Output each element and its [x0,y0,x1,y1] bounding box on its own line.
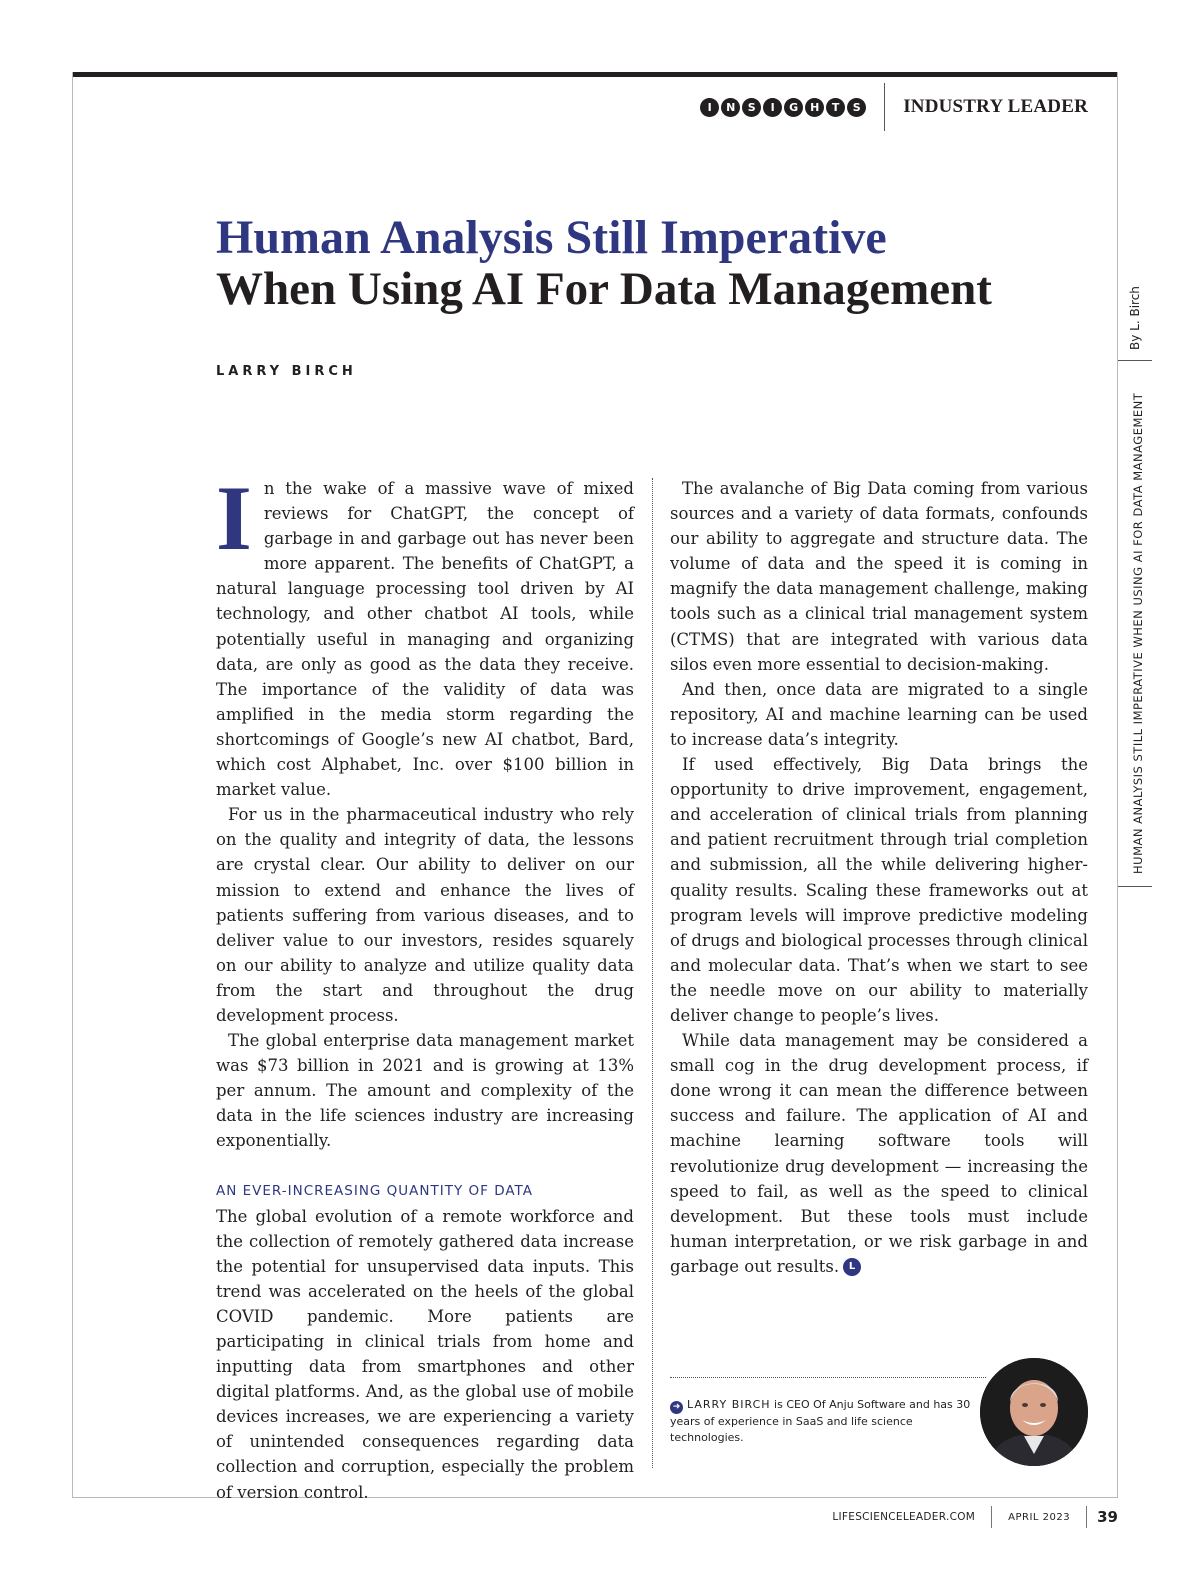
insights-letter: I [700,98,719,117]
header-divider [884,83,885,131]
author-portrait [980,1358,1088,1466]
end-mark-icon: L [843,1258,861,1276]
insights-letter: T [826,98,845,117]
side-rule [1118,360,1152,361]
insights-letter: N [721,98,740,117]
side-byline: By L. Birch [1128,286,1142,350]
paragraph-text: While data management may be considered a small cog in the drug development process, if done wrong it can mean the difference between success and failure. The application of AI and machine learning software tools will revolutionize drug development — increasing the speed to fail, as well as the speed to clinical development. But these tools must include human interpretation, or we risk garbage in and garbage out results. [670,1031,1088,1276]
paragraph-text: n the wake of a massive wave of mixed reviews for ChatGPT, the concept of garbage in and garbage out has never been more apparent. The benefits of ChatGPT, a natural language processing tool driven by AI technology, and other chatbot AI tools, while potentially useful in managing and organizing data, are only as good as the data they receive. The importance of the validity of data was amplified in the media storm regarding the shortcomings of Google’s new AI chatbot, Bard, which cost Alphabet, Inc. over $100 billion in market value. [216,479,634,800]
bio-rule [670,1377,986,1378]
insights-letter: I [763,98,782,117]
paragraph: And then, once data are migrated to a single repository, AI and machine learning can be used to increase data’s integrity. [670,679,1088,749]
bio-text: is CEO Of Anju Software and has 30 years of experience in SaaS and life science technologies. [670,1398,971,1444]
right-column [670,476,1088,1279]
insights-letter: H [805,98,824,117]
arrow-right-icon: ➜ [670,1401,683,1414]
author-bio [670,1397,976,1446]
header [700,90,1088,124]
side-title: HUMAN ANALYSIS STILL IMPERATIVE WHEN USING AI FOR DATA MANAGEMENT [1131,392,1145,874]
article-title-line1: Human Analysis Still Imperative [216,211,887,264]
side-rule [1118,886,1152,887]
bio-name: LARRY BIRCH [687,1398,771,1411]
dropcap: I [216,467,252,569]
insights-letter: G [784,98,803,117]
column-divider [652,478,653,1468]
article-title-line2: When Using AI For Data Management [216,263,992,315]
section-label: INDUSTRY LEADER [903,96,1088,117]
paragraph: For us in the pharmaceutical industry who rely on the quality and integrity of data, the lessons are crystal clear. Our ability to deliver on our mission to extend and enhance the lives of patients suffering from various diseases, and to deliver value to our investors, resides squarely on our ability to analyze and utilize quality data from the start and throughout the drug development process. [216,805,634,1025]
subhead: AN EVER-INCREASING QUANTITY OF DATA [216,1182,533,1199]
footer-site: LIFESCIENCELEADER.COM [832,1511,976,1523]
left-column [216,467,634,1505]
insights-logo [700,98,866,117]
page-number: 39 [1097,1508,1118,1526]
paragraph [670,1028,1088,1279]
footer [832,1506,1118,1528]
byline: LARRY BIRCH [216,364,357,379]
paragraph: The global evolution of a remote workforce and the collection of remotely gathered data increase the potential for unsupervised data inputs. This trend was accelerated on the heels of the global COVID pandemic. More patients are participating in clinical trials from home and inputting data from smartphones and other digital platforms. And, as the global use of mobile devices increases, we are experiencing a variety of unintended consequences regarding data collection and corruption, especially the problem of version control. [216,1206,634,1502]
paragraph: The avalanche of Big Data coming from various sources and a variety of data formats, confounds our ability to aggregate and structure data. The volume of data and the speed it is coming in magnify the data management challenge, making tools such as a clinical trial management system (CTMS) that are integrated with various data silos even more essential to decision-making. [670,479,1088,674]
insights-letter: S [847,98,866,117]
footer-issue: APRIL 2023 [1008,1511,1071,1523]
paragraph [216,467,634,802]
paragraph: If used effectively, Big Data brings the opportunity to drive improvement, engagement, and acceleration of clinical trials from planning and patient recruitment through trial completion and submission, all the while delivering higher-quality results. Scaling these frameworks out at program levels will improve predictive modeling of drugs and biological processes through clinical and molecular data. That’s when we start to see the needle move on our ability to materially deliver change to people’s lives. [670,755,1088,1025]
paragraph: The global enterprise data management market was $73 billion in 2021 and is growing at 13% per annum. The amount and complexity of the data in the life sciences industry are increasing exponentially. [216,1031,634,1151]
insights-letter: S [742,98,761,117]
